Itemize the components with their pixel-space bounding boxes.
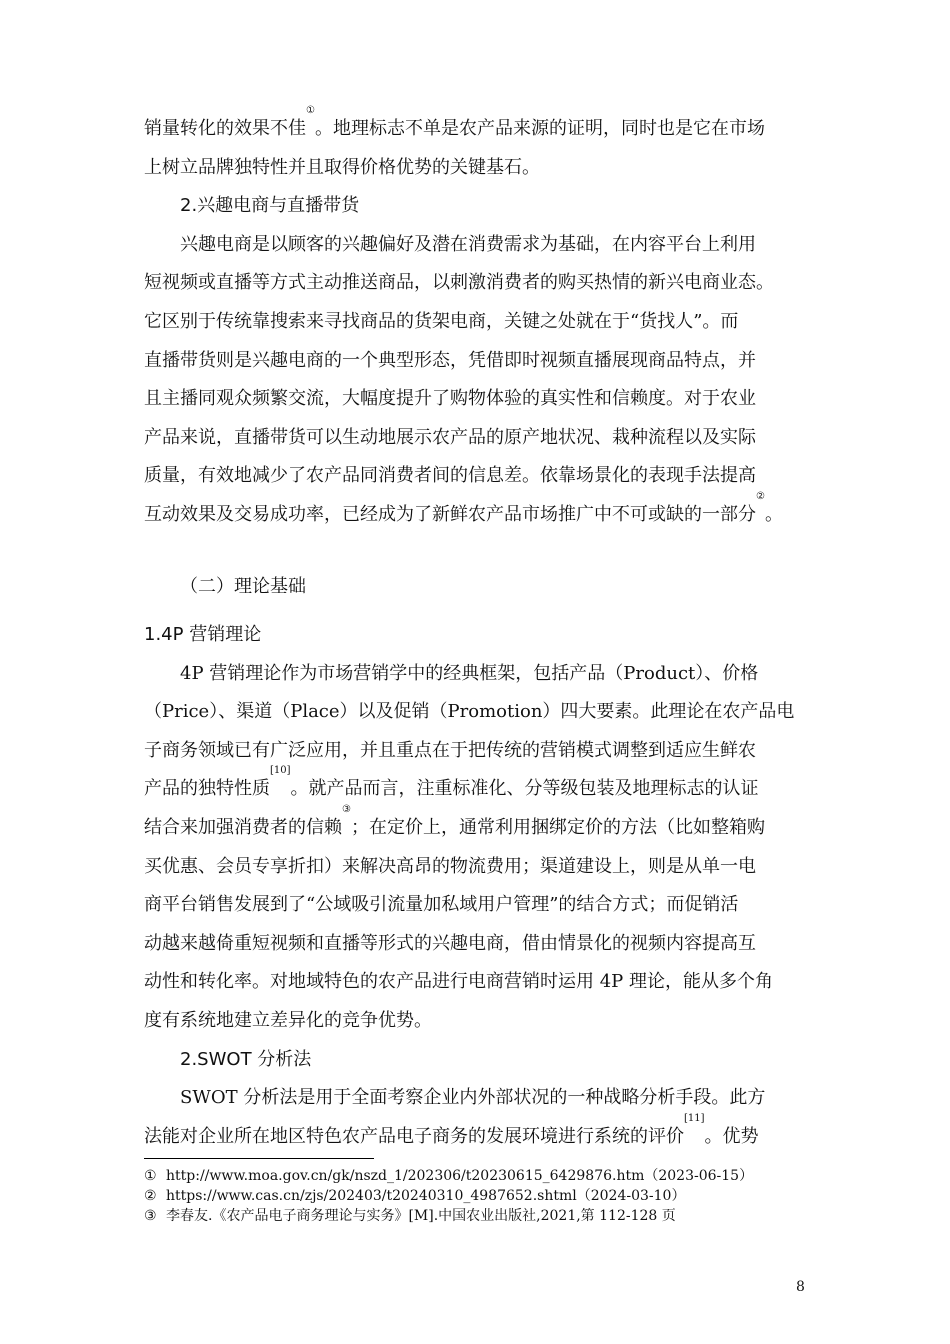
page-number: 8 [796,1279,805,1295]
paragraph-line: 4P 营销理论作为市场营销学中的经典框架，包括产品（Product）、价格 [180,662,759,684]
paragraph-line: 法能对企业所在地区特色农产品电子商务的发展环境进行系统的评价[11]。优势 [144,1112,759,1147]
paragraph-line: 度有系统地建立差异化的竞争优势。 [144,1009,432,1031]
paragraph-line: 且主播同观众频繁交流，大幅度提升了购物体验的真实性和信赖度。对于农业 [144,388,756,410]
paragraph-line: 动性和转化率。对地域特色的农产品进行电商营销时运用 4P 理论，能从多个角 [144,971,774,993]
paragraph-line: 直播带货则是兴趣电商的一个典型形态，凭借即时视频直播展现商品特点，并 [144,349,756,371]
footnotes [144,1166,824,1226]
paragraph-line: 产品来说，直播带货可以生动地展示农产品的原产地状况、栽种流程以及实际 [144,426,756,448]
paragraph-line: 质量，有效地减少了农产品同消费者间的信息差。依靠场景化的表现手法提高 [144,465,756,487]
paragraph-line: 子商务领域已有广泛应用，并且重点在于把传统的营销模式调整到适应生鲜农 [144,739,756,761]
paragraph-line: SWOT 分析法是用于全面考察企业内外部状况的一种战略分析手段。此方 [180,1087,766,1109]
footnote-text: 李春友.《农产品电子商务理论与实务》[M].中国农业出版社,2021,第 112-128 页 [166,1208,676,1224]
paragraph-line: 它区别于传统靠搜索来寻找商品的货架电商，关键之处就在于“货找人”。而 [144,310,739,332]
paragraph-line: 互动效果及交易成功率，已经成为了新鲜农产品市场推广中不可或缺的一部分②。 [144,490,783,525]
footnote-separator [144,1158,374,1159]
footnote-ref[interactable]: ③ [342,803,351,815]
paragraph-line: 结合来加强消费者的信赖③；在定价上，通常利用捆绑定价的方法（比如整箱购 [144,803,765,838]
footnote-mark: ① [144,1168,157,1184]
paragraph-line: 销量转化的效果不佳①。地理标志不单是农产品来源的证明，同时也是它在市场 [144,105,765,139]
paragraph-line: 兴趣电商是以顾客的兴趣偏好及潜在消费需求为基础，在内容平台上利用 [180,233,756,255]
paragraph-line: 买优惠、会员专享折扣）来解决高昂的物流费用；渠道建设上，则是从单一电 [144,855,756,877]
paragraph-line: 动越来越倚重短视频和直播等形式的兴趣电商，借由情景化的视频内容提高互 [144,932,756,954]
paragraph-line: 产品的独特性质[10]。就产品而言，注重标准化、分等级包装及地理标志的认证 [144,765,759,800]
subheading-swot: 2.SWOT 分析法 [180,1048,312,1070]
footnote-link[interactable]: https://www.cas.cn/zjs/202403/t20240310_4987652.shtml（2024-03-10） [166,1188,686,1204]
paragraph-line: 上树立品牌独特性并且取得价格优势的关键基石。 [144,156,540,178]
paragraph-line: （Price）、渠道（Place）以及促销（Promotion）四大要素。此理论在农产品电 [144,701,795,723]
footnote-ref[interactable]: ② [756,490,765,502]
citation-ref[interactable]: [10] [270,765,291,777]
body-text-bottom [144,616,809,1156]
footnote-ref[interactable]: ① [306,105,315,116]
section-heading-theory: （二）理论基础 [180,576,306,597]
paragraph-line: 商平台销售发展到了“公域吸引流量加私域用户管理”的结合方式；而促销活 [144,894,739,916]
paragraph-line: 短视频或直播等方式主动推送商品，以刺激消费者的购买热情的新兴电商业态。 [144,272,774,294]
footnote-link[interactable]: http://www.moa.gov.cn/gk/nszd_1/202306/t20230615_6429876.htm（2023-06-15） [166,1168,754,1184]
citation-ref[interactable]: [11] [684,1112,705,1124]
footnote-mark: ② [144,1188,157,1204]
body-text-top [144,105,809,535]
subheading-4p: 1.4P 营销理论 [144,624,262,645]
footnote-item [144,1166,824,1186]
footnote-mark: ③ [144,1208,157,1224]
footnote-item [144,1186,824,1206]
subheading-interest-ecommerce: 2.兴趣电商与直播带货 [180,195,360,217]
footnote-item [144,1206,824,1226]
